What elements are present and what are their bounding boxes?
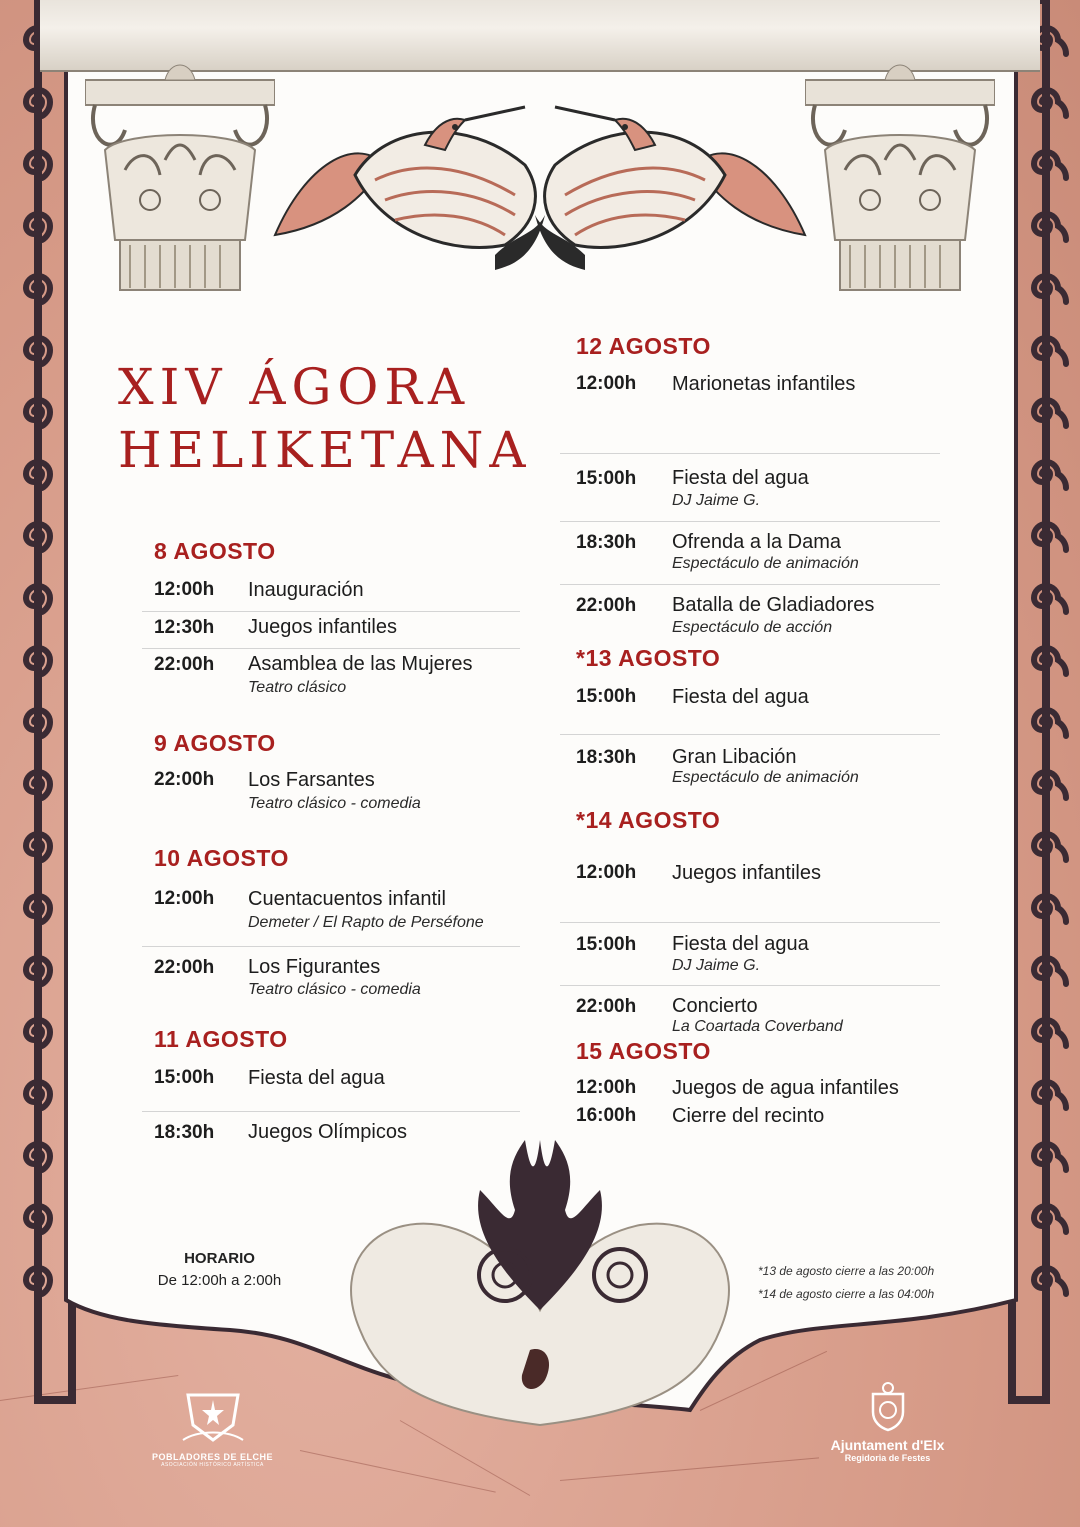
event-subtitle: DJ Jaime G. bbox=[672, 492, 761, 509]
day-block-10-agosto bbox=[142, 845, 520, 1002]
event-row bbox=[560, 986, 940, 1041]
event-subtitle: Espectáculo de animación bbox=[672, 555, 859, 572]
event-time: 18:30h bbox=[576, 532, 637, 553]
day-block-11-agosto bbox=[142, 1026, 520, 1152]
opening-hours bbox=[142, 1250, 297, 1289]
event-time: 22:00h bbox=[576, 595, 637, 616]
column-capital-right-icon bbox=[805, 60, 995, 295]
event-time: 15:00h bbox=[576, 686, 637, 707]
pobladores-emblem-icon bbox=[178, 1385, 248, 1447]
footnotes bbox=[758, 1260, 934, 1306]
event-name: Gran Libación bbox=[672, 746, 797, 768]
event-name: Cuentacuentos infantil bbox=[248, 888, 446, 910]
event-row bbox=[142, 947, 520, 1002]
event-time: 12:30h bbox=[154, 617, 215, 638]
event-name: Los Farsantes bbox=[248, 769, 375, 791]
event-name: Marionetas infantiles bbox=[672, 373, 856, 395]
event-row bbox=[560, 862, 940, 923]
event-row bbox=[560, 1105, 940, 1133]
column-capital-left-icon bbox=[85, 60, 275, 295]
event-name: Cierre del recinto bbox=[672, 1105, 825, 1127]
event-name: Juegos infantiles bbox=[672, 862, 821, 884]
event-row bbox=[560, 735, 940, 790]
title-line-1: XIV ÁGORA bbox=[118, 358, 471, 416]
event-subtitle: DJ Jaime G. bbox=[672, 957, 761, 974]
day-heading: *14 AGOSTO bbox=[576, 807, 721, 833]
event-time: 22:00h bbox=[154, 654, 215, 675]
event-row bbox=[142, 769, 520, 821]
footnote: *14 de agosto cierre a las 04:00h bbox=[758, 1287, 935, 1301]
day-heading: 15 AGOSTO bbox=[576, 1038, 711, 1064]
opening-hours-label: HORARIO bbox=[184, 1250, 255, 1267]
event-time: 18:30h bbox=[154, 1122, 215, 1143]
event-time: 12:00h bbox=[576, 373, 637, 394]
day-heading: 10 AGOSTO bbox=[154, 845, 289, 871]
event-row bbox=[142, 612, 520, 649]
event-subtitle: Demeter / El Rapto de Perséfone bbox=[248, 914, 484, 931]
event-subtitle: Teatro clásico bbox=[248, 679, 347, 696]
event-name: Juegos de agua infantiles bbox=[672, 1077, 899, 1099]
event-subtitle: Teatro clásico - comedia bbox=[248, 981, 421, 998]
event-name: Batalla de Gladiadores bbox=[672, 594, 875, 616]
event-row bbox=[142, 888, 520, 947]
event-row bbox=[142, 649, 520, 701]
event-time: 15:00h bbox=[576, 934, 637, 955]
event-row bbox=[560, 585, 940, 645]
event-time: 12:00h bbox=[154, 579, 215, 600]
day-block-8-agosto bbox=[142, 538, 520, 701]
event-time: 18:30h bbox=[576, 747, 637, 768]
event-time: 15:00h bbox=[154, 1067, 215, 1088]
event-name: Fiesta del agua bbox=[672, 933, 809, 955]
event-time: 16:00h bbox=[576, 1105, 637, 1126]
pobladores-name: POBLADORES DE ELCHE bbox=[151, 1452, 273, 1462]
event-subtitle: Teatro clásico - comedia bbox=[248, 795, 421, 812]
event-time: 12:00h bbox=[576, 1077, 637, 1098]
ajuntament-subtitle: Regidoria de Festes bbox=[844, 1453, 931, 1463]
event-row bbox=[142, 1112, 520, 1152]
event-time: 12:00h bbox=[154, 888, 215, 909]
opening-hours-value: De 12:00h a 2:00h bbox=[157, 1272, 282, 1289]
event-name: Fiesta del agua bbox=[248, 1067, 385, 1089]
event-name: Fiesta del agua bbox=[672, 467, 809, 489]
event-name: Juegos infantiles bbox=[248, 616, 397, 638]
day-heading: 9 AGOSTO bbox=[154, 730, 276, 756]
day-block-13-agosto bbox=[560, 645, 940, 790]
event-time: 22:00h bbox=[576, 996, 637, 1017]
event-name: Asamblea de las Mujeres bbox=[248, 653, 473, 675]
event-row bbox=[560, 686, 940, 735]
event-row bbox=[142, 1067, 520, 1112]
event-row bbox=[560, 923, 940, 986]
event-name: Concierto bbox=[672, 995, 758, 1017]
event-row bbox=[560, 373, 940, 454]
city-coat-of-arms-icon bbox=[867, 1380, 909, 1432]
event-name: Inauguración bbox=[248, 579, 364, 601]
day-block-15-agosto bbox=[560, 1038, 940, 1133]
footnote: *13 de agosto cierre a las 20:00h bbox=[758, 1264, 935, 1278]
event-row bbox=[560, 454, 940, 522]
day-heading: 8 AGOSTO bbox=[154, 538, 276, 564]
event-subtitle: Espectáculo de acción bbox=[672, 619, 833, 636]
ajuntament-logo bbox=[815, 1380, 960, 1463]
event-row bbox=[142, 579, 520, 612]
event-time: 22:00h bbox=[154, 769, 215, 790]
event-time: 12:00h bbox=[576, 862, 637, 883]
day-block-12-agosto bbox=[560, 333, 940, 645]
title-line-2: HELIKETANA bbox=[118, 421, 532, 479]
event-title bbox=[118, 356, 538, 482]
day-heading: 12 AGOSTO bbox=[576, 333, 711, 359]
pobladores-subtitle: ASOCIACIÓN HISTÓRICO ARTÍSTICA bbox=[161, 1462, 264, 1468]
event-row bbox=[560, 1077, 940, 1105]
day-heading: *13 AGOSTO bbox=[576, 645, 721, 671]
event-name: Juegos Olímpicos bbox=[248, 1121, 407, 1143]
event-time: 15:00h bbox=[576, 468, 637, 489]
pobladores-logo bbox=[150, 1385, 275, 1468]
event-time: 22:00h bbox=[154, 957, 215, 978]
day-heading: 11 AGOSTO bbox=[154, 1026, 288, 1052]
day-block-14-agosto bbox=[560, 807, 940, 1041]
event-name: Fiesta del agua bbox=[672, 686, 809, 708]
iberian-birds-icon bbox=[265, 105, 815, 275]
event-row bbox=[560, 522, 940, 585]
day-block-9-agosto bbox=[142, 730, 520, 821]
event-name: Los Figurantes bbox=[248, 956, 381, 978]
event-subtitle: Espectáculo de animación bbox=[672, 769, 859, 786]
event-subtitle: La Coartada Coverband bbox=[672, 1018, 843, 1035]
ajuntament-name: Ajuntament d'Elx bbox=[830, 1437, 945, 1453]
event-name: Ofrenda a la Dama bbox=[672, 531, 841, 553]
